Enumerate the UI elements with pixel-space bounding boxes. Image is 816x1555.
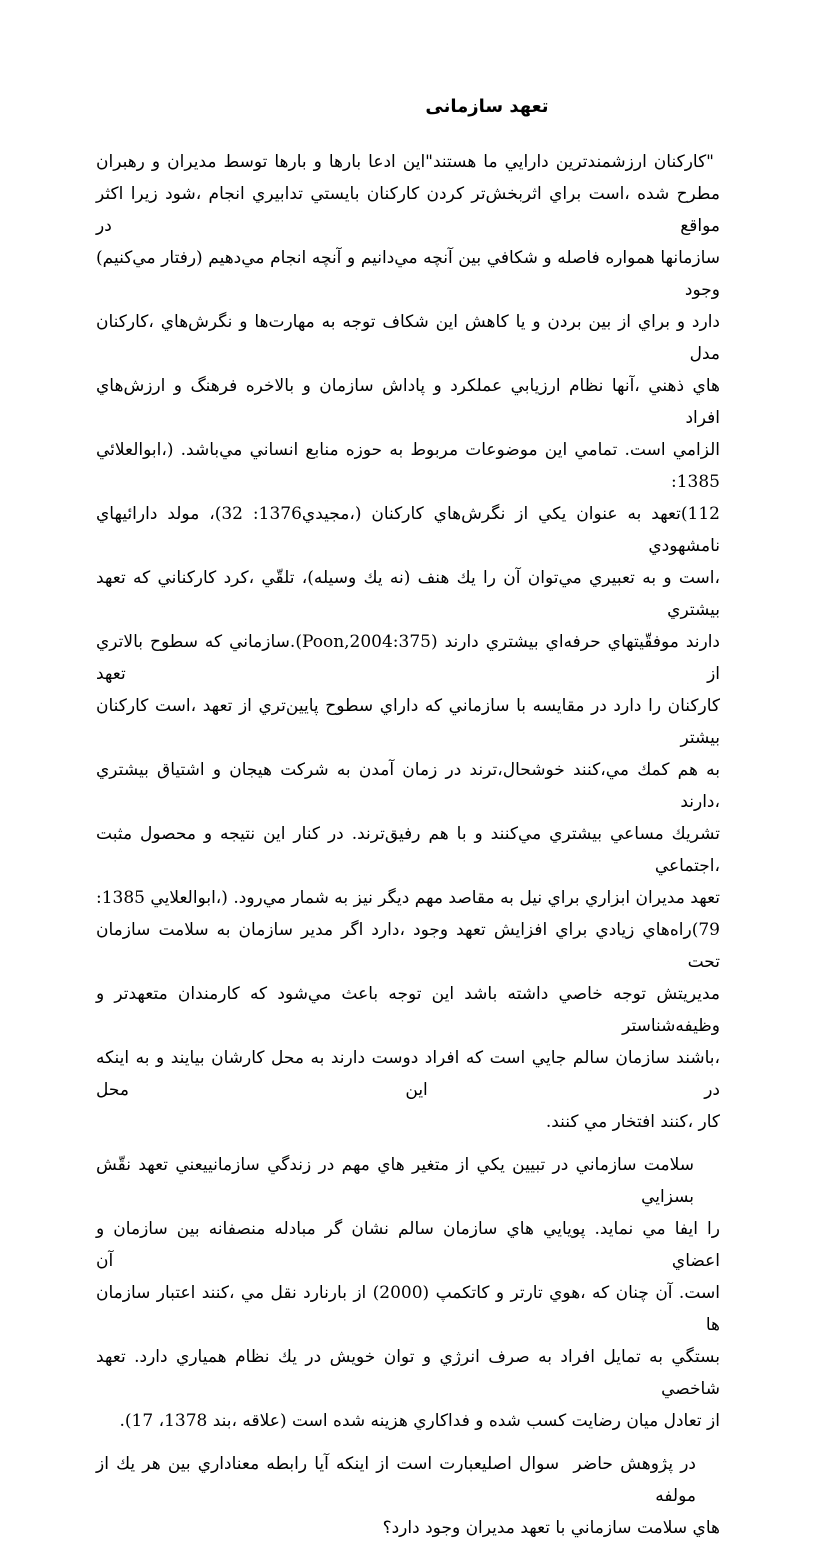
page-title: تعهد سازمانی [425, 96, 549, 117]
text-line: 79)راه‌هاي زيادي براي افزايش تعهد وجود ،دارد اگر مدير سازمان به سلامت سازمان تحت [96, 920, 720, 972]
document-content [96, 94, 720, 1555]
text-line: دارند موفقّيتهاي حرفه‌اي بيشتري دارند (Poon,2004:375).سازماني كه سطوح بالاتري از تعهد [96, 632, 720, 684]
text-line: تشريك مساعي بيشتري مي‌كنند و با هم رفيق‌ترند. در كنار اين نتيجه و محصول مثبت ،اجتماعي [96, 824, 720, 876]
text-line: هاي سلامت سازماني با تعهد مديران وجود دارد؟ [382, 1518, 720, 1538]
paragraph [96, 1149, 720, 1437]
paragraph [96, 146, 720, 1138]
text-line: به هم كمك مي،كنند خوشحال،ترند در زمان آمدن به شركت هيجان و اشتياق بيشتري ،دارند [96, 760, 720, 812]
paragraph [96, 1448, 720, 1544]
text-line: را ايفا مي نمايد. پويايي هاي سازمان سالم نشان گر مبادله منصفانه بين سازمان و اعضاي آن [96, 1219, 720, 1271]
text-line: ،است و به تعبيري مي‌توان آن را يك هنف (نه يك وسيله)، تلقّي ،كرد كاركناني كه تعهد بيشتري [96, 568, 720, 620]
text-line: هاي ذهني ،آنها نظام ارزيابي عملكرد و پاداش سازمان و بالاخره فرهنگ و ارزش‌هاي افراد [96, 376, 720, 428]
text-line: سلامت سازماني در تبيين يكي از متغير هاي مهم در زندگي سازمانييعني تعهد نقّش بسزايي [96, 1155, 694, 1207]
text-line: بستگي به تمايل افراد به صرف انرژي و توان خويش در يك نظام همياري دارد. تعهد شاخصي [96, 1347, 720, 1399]
text-line: از تعادل ميان رضايت كسب شده و فداكاري هزينه شده است (علاقه ،بند 1378، 17). [119, 1411, 720, 1431]
text-line: است. آن چنان كه ،هوي تارتر و كاتكمپ (2000) از بارنارد نقل مي ،كنند اعتبار سازمان ها [96, 1283, 720, 1335]
text-line: مطرح شده ،است براي اثربخش‌تر كردن كاركنان بايستي تدابيري انجام ،شود زيرا اكثر مواقع در [96, 184, 720, 236]
document-body [96, 146, 720, 1544]
text-line: الزامي است. تمامي اين موضوعات مربوط به حوزه منابع انساني مي‌باشد. (،ابوالعلائي 1385: [96, 440, 720, 492]
text-line: دارد و براي از بين بردن و يا كاهش اين شكاف توجه به مهارت‌ها و نگرش‌هاي ،كاركنان مدل [96, 312, 720, 364]
text-line: مديريتش توجه خاصي داشته باشد اين توجه باعث مي‌شود كه كارمندان متعهدتر و وظيفه‌شناستر [96, 984, 720, 1036]
text-line: 112)تعهد به عنوان يكي از نگرش‌هاي كاركنان (،مجيدي1376: 32)، مولد دارائيهاي نامشهودي [96, 504, 720, 556]
text-line: سازمانها همواره فاصله و شكافي بين آنچه مي‌دانيم و آنچه انجام مي‌دهيم (رفتار مي‌كنيم) وجود [96, 248, 720, 300]
text-line: تعهد مديران ابزاري براي نيل به مقاصد مهم ديگر نيز به شمار مي‌رود. (،ابوالعلايي 1385: [96, 888, 720, 908]
text-line: كاركنان را دارد در مقايسه با سازماني كه داراي سطوح پايين‌تري از تعهد ،است كاركنان بيشتر [96, 696, 720, 748]
text-line: در پژوهش حاضر سوال اصليعبارت است از اينكه آيا رابطه معناداري بين هر يك از مولفه [96, 1454, 696, 1506]
text-line: كار ،كنند افتخار مي كنند. [545, 1112, 720, 1132]
text-line: ،باشند سازمان سالم جايي است كه افراد دوست دارند به محل كارشان بيايند و به اينكه در اين محل [96, 1048, 720, 1100]
text-line: "كاركنان ارزشمندترين دارايي ما هستند"اين ادعا بارها و بارها توسط مديران و رهبران [96, 152, 714, 172]
